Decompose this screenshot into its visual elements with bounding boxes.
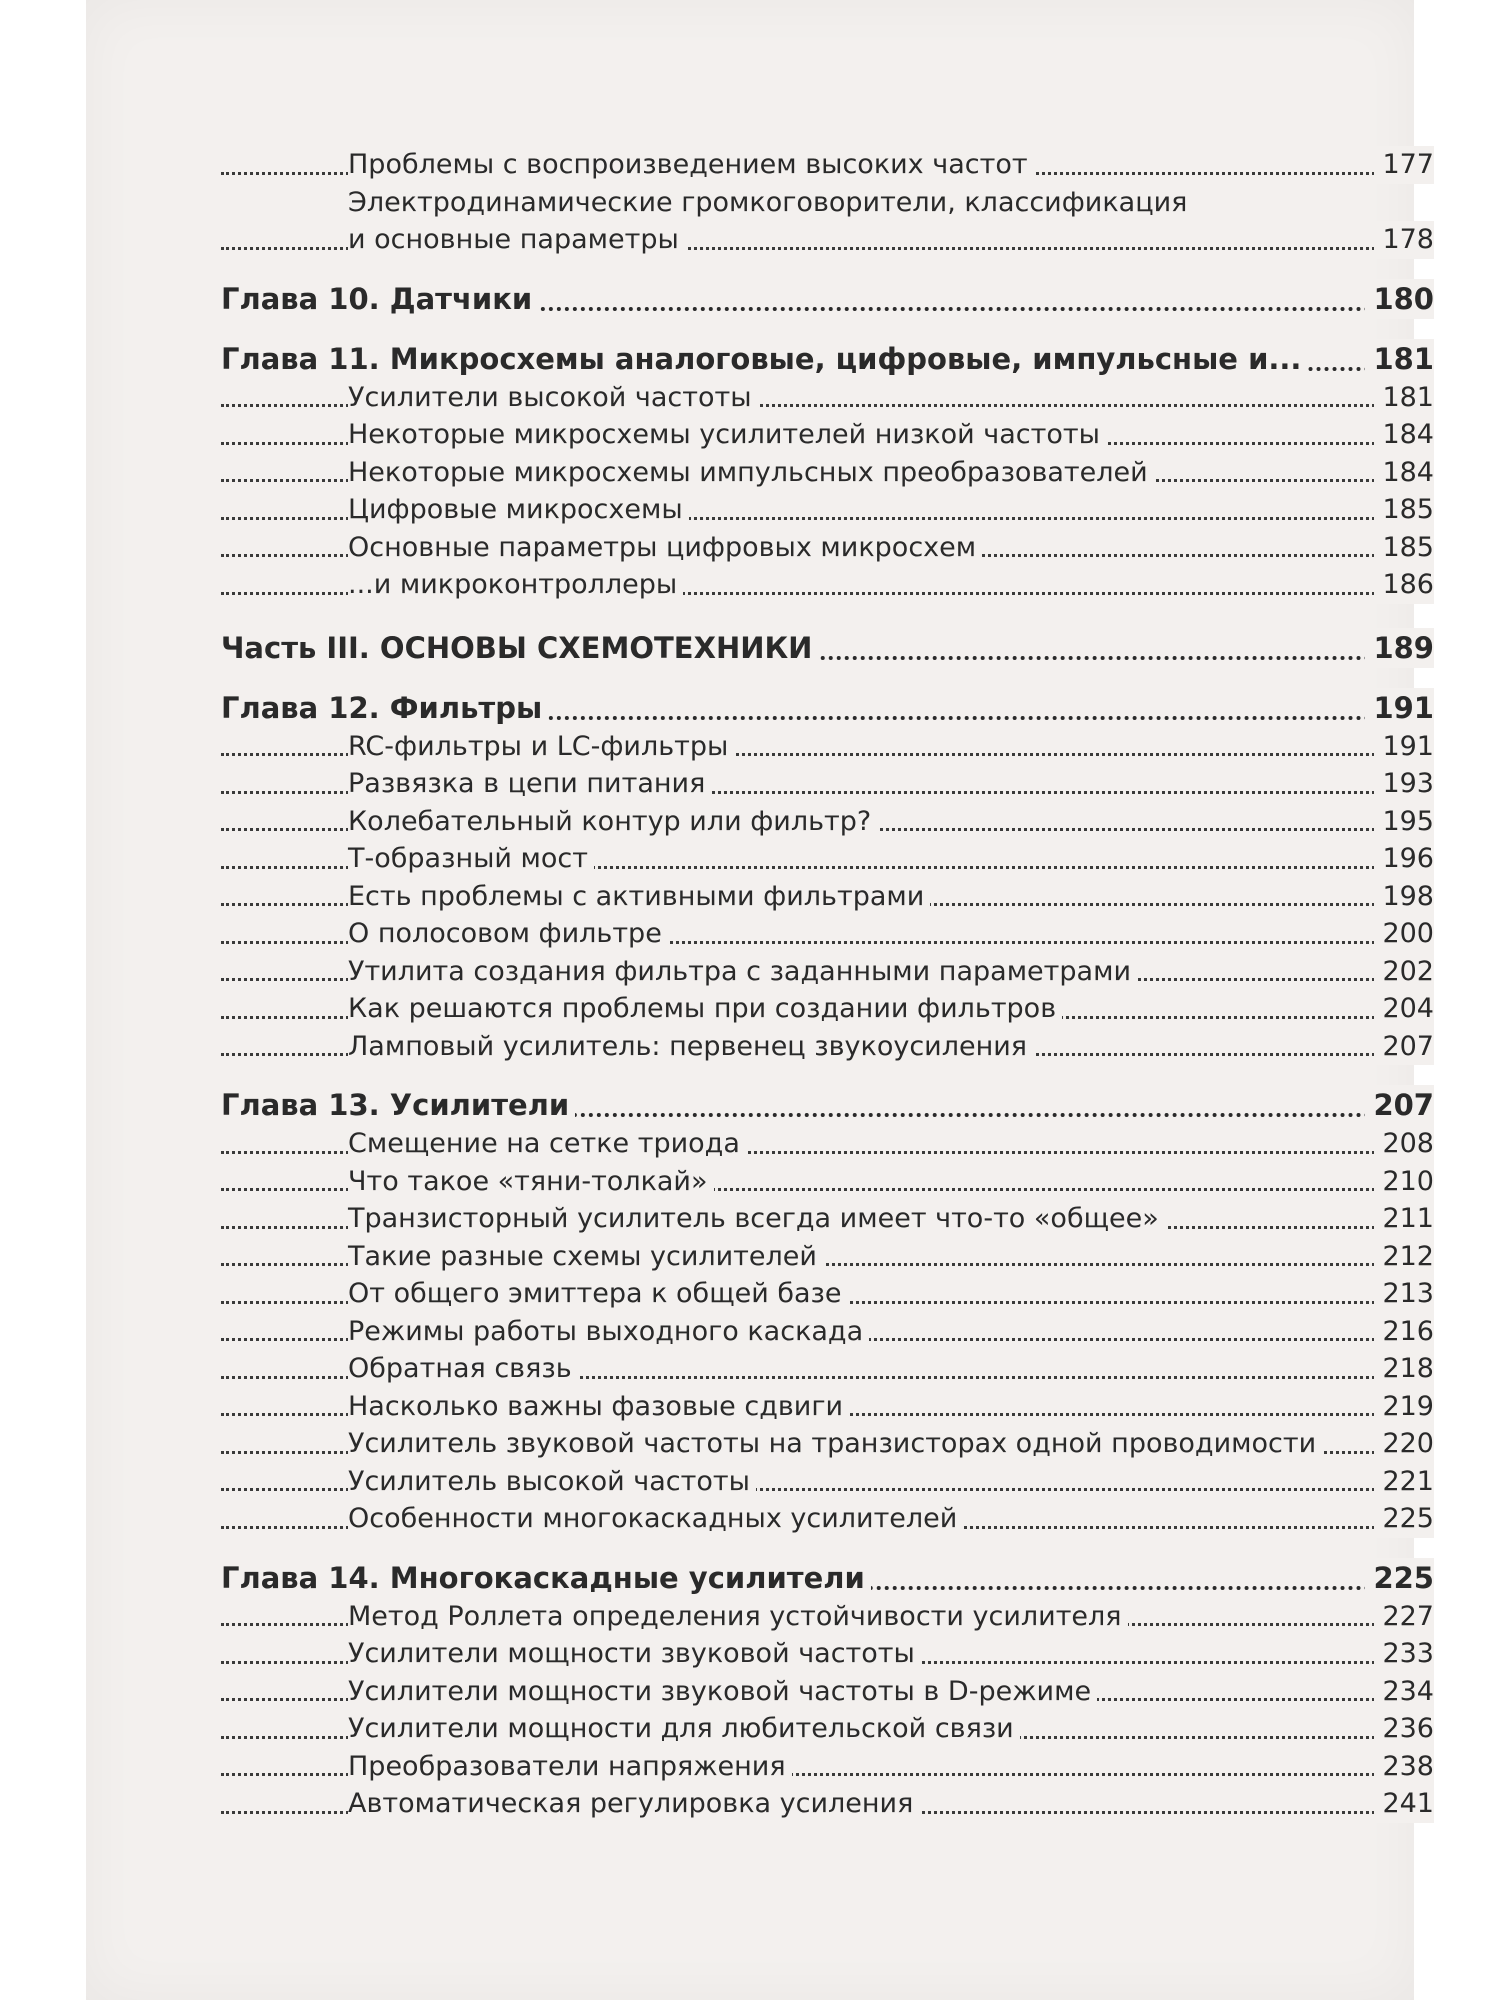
toc-entry-title: Особенности многокаскадных усилителей	[348, 1503, 963, 1534]
toc-entry	[221, 953, 1434, 991]
toc-entry-page-number: 202	[1374, 953, 1434, 991]
toc-entry-title: ...и микроконтроллеры	[348, 569, 683, 600]
toc-entry-title: Насколько важны фазовые сдвиги	[348, 1391, 849, 1422]
toc-entry	[221, 765, 1434, 803]
toc-entry-page-number: 196	[1374, 840, 1434, 878]
toc-entry-page-number: 233	[1374, 1635, 1434, 1673]
toc-entry-title: Режимы работы выходного каскада	[348, 1316, 869, 1347]
toc-entry-title: и основные параметры	[348, 224, 685, 255]
toc-entry	[221, 1313, 1434, 1351]
toc-entry-page-number: 207	[1365, 1085, 1434, 1125]
toc-entry-page-number: 219	[1374, 1388, 1434, 1426]
toc-entry-title: Смещение на сетке триода	[348, 1128, 746, 1159]
toc-entry	[221, 1200, 1434, 1238]
toc-entry-title: Глава 14. Многокаскадные усилители	[221, 1561, 871, 1595]
toc-entry-title: Утилита создания фильтра с заданными параметрами	[348, 956, 1137, 987]
toc-entry-title: Глава 12. Фильтры	[221, 691, 548, 725]
toc-entry-page-number: 225	[1365, 1558, 1434, 1598]
toc-chapter-heading	[221, 339, 1434, 379]
toc-entry-title: Усилители высокой частоты	[348, 382, 758, 413]
toc-entry-page-number: 208	[1374, 1125, 1434, 1163]
toc-entry-page-number: 225	[1374, 1500, 1434, 1538]
toc-entry-page-number: 211	[1374, 1200, 1434, 1238]
toc-entry	[221, 184, 1434, 222]
toc-entry-title: Метод Роллета определения устойчивости усилителя	[348, 1601, 1128, 1632]
toc-entry-title: Усилитель звуковой частоты на транзисторах одной проводимости	[348, 1428, 1322, 1459]
toc-entry-page-number: 180	[1365, 279, 1434, 319]
toc-entry-page-number: 191	[1365, 688, 1434, 728]
toc-entry-title: Основные параметры цифровых микросхем	[348, 532, 982, 563]
toc-entry-title: Глава 10. Датчики	[221, 282, 538, 316]
toc-entry-page-number: 221	[1374, 1463, 1434, 1501]
toc-entry-title: От общего эмиттера к общей базе	[348, 1278, 848, 1309]
toc-entry	[221, 529, 1434, 567]
toc-entry-page-number: 195	[1374, 803, 1434, 841]
toc-entry-title: Глава 11. Микросхемы аналоговые, цифровые, импульсные и...	[221, 342, 1307, 376]
toc-entry-title: Глава 13. Усилители	[221, 1088, 575, 1122]
toc-entry-page-number: 210	[1374, 1163, 1434, 1201]
toc-entry-page-number: 189	[1365, 628, 1434, 668]
toc-entry-page-number: 181	[1365, 339, 1434, 379]
toc-entry-page-number: 184	[1374, 454, 1434, 492]
toc-entry-title: Как решаются проблемы при создании фильтров	[348, 993, 1062, 1024]
toc-entry-page-number: 218	[1374, 1350, 1434, 1388]
toc-entry	[221, 1425, 1434, 1463]
toc-entry	[221, 1710, 1434, 1748]
toc-entry	[221, 1463, 1434, 1501]
toc-entry-title: Усилители мощности звуковой частоты в D-режиме	[348, 1676, 1097, 1707]
toc-entry	[221, 1635, 1434, 1673]
toc-entry-title: Транзисторный усилитель всегда имеет что-то «общее»	[348, 1203, 1165, 1234]
toc-entry-title: О полосовом фильтре	[348, 918, 668, 949]
toc-entry	[221, 1673, 1434, 1711]
toc-entry-page-number: 200	[1374, 915, 1434, 953]
toc-entry-page-number: 213	[1374, 1275, 1434, 1313]
toc-entry	[221, 1500, 1434, 1538]
toc-entry-title: Развязка в цепи питания	[348, 768, 711, 799]
toc-entry-title: Некоторые микросхемы усилителей низкой частоты	[348, 419, 1106, 450]
toc-entry	[221, 1598, 1434, 1636]
toc-entry	[221, 146, 1434, 184]
toc-entry-page-number: 185	[1374, 529, 1434, 567]
toc-chapter-heading	[221, 1085, 1434, 1125]
toc-entry-page-number: 198	[1374, 878, 1434, 916]
toc-entry-title: Автоматическая регулировка усиления	[348, 1788, 919, 1819]
toc-entry-title: Усилители мощности звуковой частоты	[348, 1638, 921, 1669]
toc-entry-page-number: 204	[1374, 990, 1434, 1028]
toc-chapter-heading	[221, 279, 1434, 319]
toc-entry-page-number: 236	[1374, 1710, 1434, 1748]
toc-entry-page-number: 238	[1374, 1748, 1434, 1786]
toc-entry-page-number: 177	[1374, 146, 1434, 184]
toc-entry-page-number: 241	[1374, 1785, 1434, 1823]
toc-entry	[221, 454, 1434, 492]
toc-entry-title: Цифровые микросхемы	[348, 494, 689, 525]
toc-entry-page-number: 178	[1374, 221, 1434, 259]
toc-entry	[221, 1125, 1434, 1163]
toc-entry	[221, 1350, 1434, 1388]
toc-part-heading	[221, 628, 1434, 668]
toc-entry-title: Ламповый усилитель: первенец звукоусиления	[348, 1031, 1033, 1062]
toc-entry	[221, 1748, 1434, 1786]
toc-entry-title: Т-образный мост	[348, 843, 594, 874]
toc-entry	[221, 1275, 1434, 1313]
toc-entry-page-number: 216	[1374, 1313, 1434, 1351]
toc-entry-title: Есть проблемы с активными фильтрами	[348, 881, 930, 912]
toc-entry-page-number: 207	[1374, 1028, 1434, 1066]
toc-entry-title: Что такое «тяни-толкай»	[348, 1166, 714, 1197]
toc-entry	[221, 1785, 1434, 1823]
toc-entry-page-number: 185	[1374, 491, 1434, 529]
toc-chapter-heading	[221, 1558, 1434, 1598]
toc-entry-page-number: 220	[1374, 1425, 1434, 1463]
toc-entry	[221, 491, 1434, 529]
toc-entry	[221, 1238, 1434, 1276]
toc-entry-title: Обратная связь	[348, 1353, 578, 1384]
toc-chapter-heading	[221, 688, 1434, 728]
toc-entry	[221, 416, 1434, 454]
toc-entry	[221, 915, 1434, 953]
toc-entry	[221, 878, 1434, 916]
toc-entry-page-number: 193	[1374, 765, 1434, 803]
toc-entry-title: Колебательный контур или фильтр?	[348, 806, 877, 837]
toc-entry	[221, 221, 1434, 259]
toc-entry	[221, 1028, 1434, 1066]
toc-entry-page-number: 191	[1374, 728, 1434, 766]
toc-entry	[221, 840, 1434, 878]
book-page	[86, 0, 1434, 2000]
toc-entry-page-number: 212	[1374, 1238, 1434, 1276]
toc-entry-title: Некоторые микросхемы импульсных преобразователей	[348, 457, 1154, 488]
toc-entry	[221, 1388, 1434, 1426]
toc-entry	[221, 728, 1434, 766]
toc-entry-title: Усилитель высокой частоты	[348, 1466, 756, 1497]
toc-entry-page-number: 227	[1374, 1598, 1434, 1636]
toc-entry-page-number: 181	[1374, 379, 1434, 417]
toc-entry-title: Электродинамические громкоговорители, классификация	[348, 187, 1193, 218]
toc-entry	[221, 379, 1434, 417]
toc-entry-page-number: 186	[1374, 566, 1434, 604]
toc-entry-title: Такие разные схемы усилителей	[348, 1241, 823, 1272]
toc-entry	[221, 803, 1434, 841]
toc-entry	[221, 566, 1434, 604]
toc-entry-title: Преобразователи напряжения	[348, 1751, 792, 1782]
toc-entry	[221, 1163, 1434, 1201]
toc-entry-title: RC-фильтры и LC-фильтры	[348, 731, 734, 762]
table-of-contents	[221, 146, 1434, 1823]
toc-entry-title: Усилители мощности для любительской связи	[348, 1713, 1020, 1744]
toc-entry-title: Часть III. ОСНОВЫ СХЕМОТЕХНИКИ	[221, 631, 818, 665]
toc-entry	[221, 990, 1434, 1028]
toc-entry-page-number: 234	[1374, 1673, 1434, 1711]
toc-entry-page-number: 184	[1374, 416, 1434, 454]
toc-entry-title: Проблемы с воспроизведением высоких частот	[348, 149, 1034, 180]
